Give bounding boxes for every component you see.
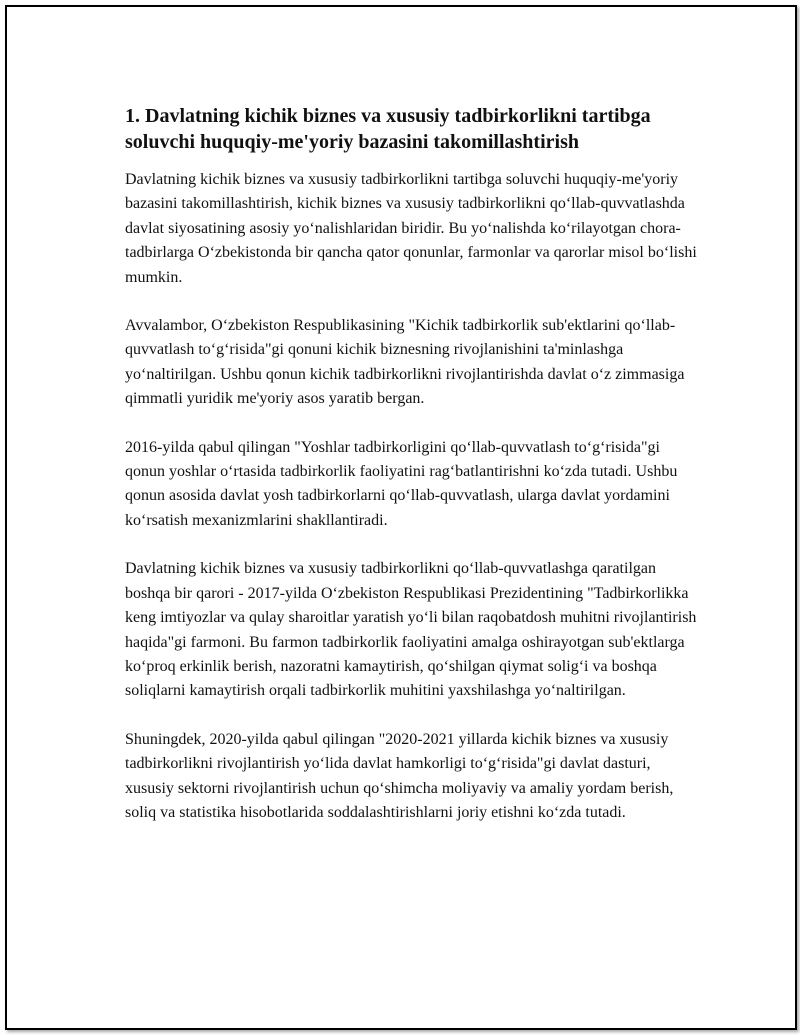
document-title: 1. Davlatning kichik biznes va xususiy tadbirkorlikni tartibga soluvchi huquqiy-me'yoriy bazasini takomillashtirish <box>125 105 651 153</box>
document-body <box>125 103 700 849</box>
paragraph-3: 2016-yilda qabul qilingan "Yoshlar tadbirkorligini qo‘llab-quvvatlash to‘g‘risida"gi qonun yoshlar o‘rtasida tadbirkorlik faoliyatini rag‘batlantirishni ko‘zda tutadi. Ushbu qonun asosida davlat yosh tadbirkorlarni qo‘llab-quvvatlash, ularga davlat yordamini ko‘rsatish mexanizmlarini shakllantiradi. <box>125 438 678 529</box>
paragraph-1: Davlatning kichik biznes va xususiy tadbirkorlikni tartibga soluvchi huquqiy-me'yoriy bazasini takomillashtirish, kichik biznes va xususiy tadbirkorlikni qo‘llab-quvvatlashda davlat siyosatining asosiy yo‘nalishlaridan biridir. Bu yo‘nalishda ko‘rilayotgan chora-tadbirlarga O‘zbekistonda bir qancha qator qonunlar, farmonlar va qarorlar misol bo‘lishi mumkin. <box>125 171 697 286</box>
paragraph-4: Davlatning kichik biznes va xususiy tadbirkorlikni qo‘llab-quvvatlashga qaratilgan boshqa bir qarori - 2017-yilda O‘zbekiston Respublikasi Prezidentining "Tadbirkorlikka keng imtiyozlar va qulay sharoitlar yaratish yo‘li bilan raqobatdosh muhitni rivojlantirish haqida"gi farmoni. Bu farmon tadbirkorlik faoliyatini amalga oshirayotgan sub'ektlarga ko‘proq erkinlik berish, nazoratni kamaytirish, qo‘shilgan qiymat solig‘i va boshqa soliqlarni kamaytirish orqali tadbirkorlik muhitini yaxshilashga yo‘naltirilgan. <box>125 560 697 700</box>
paragraph-5: Shuningdek, 2020-yilda qabul qilingan "2020-2021 yillarda kichik biznes va xususiy tadbirkorlikni rivojlantirish yo‘lida davlat hamkorligi to‘g‘risida"gi davlat dasturi, xususiy sektorni rivojlantirish uchun qo‘shimcha moliyaviy va amaliy yordam berish, soliq va statistika hisobotlarida soddalashtirishlarni joriy etishni ko‘zda tutadi. <box>125 730 674 821</box>
paragraph-2: Avvalambor, O‘zbekiston Respublikasining "Kichik tadbirkorlik sub'ektlarini qo‘llab-quvvatlash to‘g‘risida"gi qonuni kichik biznesning rivojlanishini ta'minlashga yo‘naltirilgan. Ushbu qonun kichik tadbirkorlikni rivojlantirishda davlat o‘z zimmasiga qimmatli yuridik me'yoriy asos yaratib bergan. <box>125 317 685 408</box>
page-frame <box>5 5 797 1030</box>
